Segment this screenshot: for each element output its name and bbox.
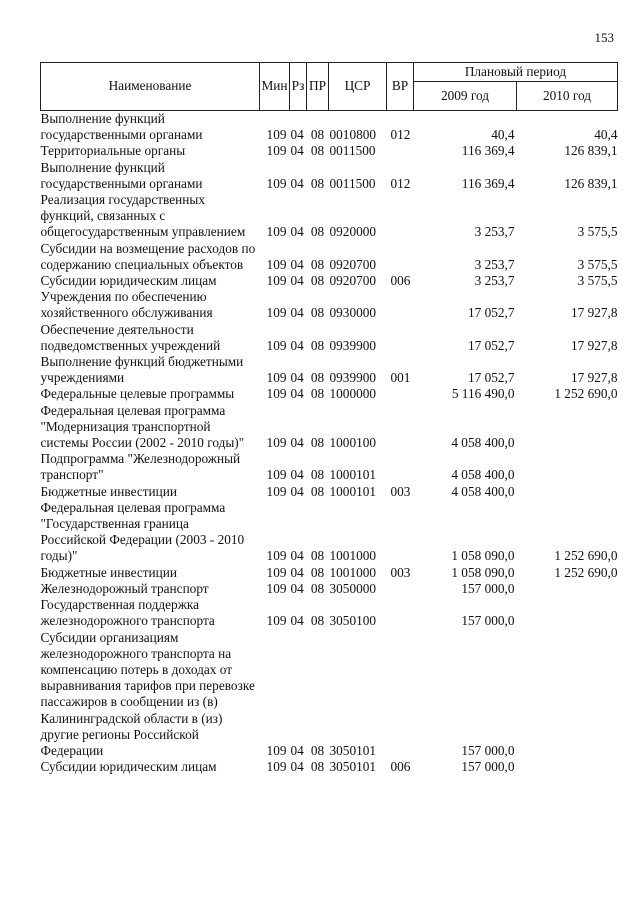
row-pr-code: 08 — [310, 386, 325, 402]
table-row — [41, 192, 618, 241]
row-pr-code: 08 — [310, 742, 325, 758]
row-amount-2010: 17 927,8 — [570, 305, 618, 321]
row-name: Выполнение функций государственными органами — [40, 159, 203, 191]
row-rz-code: 04 — [290, 467, 304, 483]
row-csr-code: 0011500 — [329, 175, 376, 191]
row-csr-code: 0010800 — [329, 127, 377, 143]
table-row — [41, 581, 618, 597]
table-row — [41, 273, 618, 289]
row-amount-2010: 40,4 — [594, 127, 618, 143]
row-amount-2009: 4 058 400,0 — [451, 467, 515, 483]
page-number: 153 — [594, 30, 614, 45]
row-name: Субсидии организациям железнодорожного транспорта на компенсацию потерь в доходах от выравнивания тарифов при перевозке пассажиров в сообщении из (в) Калининградской области в (из) другие регионы Российской Федерации — [40, 629, 255, 758]
row-vr-code: 003 — [390, 483, 411, 499]
row-vr-code — [387, 241, 414, 273]
row-pr-code: 08 — [310, 435, 325, 451]
row-amount-2009: 40,4 — [491, 127, 515, 143]
row-pr-code: 08 — [310, 759, 325, 775]
table-row — [41, 160, 618, 192]
row-rz-code: 04 — [290, 224, 304, 240]
row-name: Государственная поддержка железнодорожного транспорта — [40, 597, 215, 629]
table-row — [41, 759, 618, 775]
row-name: Территориальные органы — [40, 143, 186, 159]
header-pr: ПР — [307, 63, 329, 111]
row-min-code: 109 — [266, 580, 287, 596]
row-pr-code: 08 — [310, 483, 325, 499]
table-row — [41, 143, 618, 159]
row-amount-2009: 17 052,7 — [467, 305, 515, 321]
row-vr-code — [387, 322, 414, 354]
row-rz-code: 04 — [290, 127, 304, 143]
row-pr-code: 08 — [310, 175, 325, 191]
table-row — [41, 386, 618, 402]
row-rz-code: 04 — [290, 759, 304, 775]
row-amount-2010: 1 252 690,0 — [554, 386, 618, 402]
row-rz-code: 04 — [290, 143, 304, 159]
row-rz-code: 04 — [290, 370, 304, 386]
row-vr-code — [387, 192, 414, 241]
row-name: Бюджетные инвестиции — [40, 564, 178, 580]
row-name: Субсидии юридическим лицам — [40, 759, 217, 775]
table-row — [41, 500, 618, 565]
row-pr-code: 08 — [310, 613, 325, 629]
row-rz-code: 04 — [290, 564, 304, 580]
row-amount-2010 — [517, 597, 618, 629]
row-min-code: 109 — [266, 467, 287, 483]
row-name: Федеральные целевые программы — [40, 386, 235, 402]
row-vr-code — [387, 630, 414, 760]
table-row — [41, 322, 618, 354]
row-vr-code — [387, 581, 414, 597]
row-rz-code: 04 — [290, 256, 304, 272]
row-amount-2009: 3 253,7 — [474, 273, 515, 289]
row-amount-2010: 3 575,5 — [577, 273, 618, 289]
row-csr-code: 1001000 — [329, 548, 377, 564]
row-csr-code: 0930000 — [329, 305, 377, 321]
row-min-code: 109 — [266, 435, 287, 451]
row-pr-code: 08 — [310, 224, 325, 240]
table-row — [41, 403, 618, 452]
row-amount-2009: 17 052,7 — [467, 370, 515, 386]
row-amount-2009: 5 116 490,0 — [451, 386, 515, 402]
table-header — [41, 63, 618, 111]
row-name: Обеспечение деятельности подведомственных учреждений — [40, 321, 221, 353]
row-min-code: 109 — [266, 548, 287, 564]
row-min-code: 109 — [266, 386, 287, 402]
row-vr-code — [387, 451, 414, 483]
row-amount-2010: 17 927,8 — [570, 337, 618, 353]
row-vr-code: 003 — [390, 564, 411, 580]
row-csr-code: 3050101 — [329, 759, 377, 775]
row-vr-code: 006 — [390, 759, 411, 775]
row-min-code: 109 — [266, 742, 287, 758]
row-csr-code: 3050101 — [329, 742, 377, 758]
table-row — [41, 630, 618, 760]
row-pr-code: 08 — [310, 580, 325, 596]
row-rz-code: 04 — [290, 580, 304, 596]
row-amount-2010: 3 575,5 — [577, 256, 618, 272]
row-csr-code: 0939900 — [329, 370, 377, 386]
row-rz-code: 04 — [290, 337, 304, 353]
row-vr-code: 006 — [390, 273, 411, 289]
row-name: Подпрограмма "Железнодорожный транспорт" — [40, 451, 241, 483]
row-min-code: 109 — [266, 613, 287, 629]
row-amount-2009: 4 058 400,0 — [451, 435, 515, 451]
header-name: Наименование — [41, 63, 260, 111]
row-csr-code: 1000101 — [329, 483, 377, 499]
row-amount-2009: 17 052,7 — [467, 337, 515, 353]
row-amount-2009: 3 253,7 — [474, 224, 515, 240]
header-year-2010: 2010 год — [517, 82, 618, 111]
row-amount-2010 — [517, 403, 618, 452]
row-amount-2010: 126 839,1 — [564, 143, 618, 159]
row-amount-2010 — [517, 759, 618, 775]
table-row — [41, 354, 618, 386]
row-csr-code: 3050100 — [329, 613, 377, 629]
row-vr-code — [387, 597, 414, 629]
table-row — [41, 597, 618, 629]
header-planning-period: Плановый период — [414, 63, 618, 82]
row-csr-code: 0920700 — [329, 273, 377, 289]
row-csr-code: 1000100 — [329, 435, 377, 451]
row-vr-code — [387, 289, 414, 321]
row-amount-2009: 1 058 090,0 — [451, 564, 515, 580]
row-amount-2010: 126 839,1 — [564, 175, 618, 191]
row-amount-2009: 116 369,4 — [461, 175, 515, 191]
header-year-2009: 2009 год — [414, 82, 517, 111]
row-csr-code: 0939900 — [329, 337, 377, 353]
row-vr-code — [387, 403, 414, 452]
table-row — [41, 484, 618, 500]
row-amount-2010: 1 252 690,0 — [554, 564, 618, 580]
row-pr-code: 08 — [310, 305, 325, 321]
row-amount-2009: 157 000,0 — [461, 759, 515, 775]
header-rz: Рз — [290, 63, 307, 111]
row-csr-code: 0011500 — [329, 143, 376, 159]
row-csr-code: 3050000 — [329, 580, 377, 596]
row-name: Железнодорожный транспорт — [40, 580, 209, 596]
row-pr-code: 08 — [310, 370, 325, 386]
row-name: Федеральная целевая программа "Государственная граница Российской Федерации (2003 - 2010 годы)" — [40, 499, 245, 564]
row-rz-code: 04 — [290, 742, 304, 758]
row-min-code: 109 — [266, 256, 287, 272]
row-name: Реализация государственных функций, связанных с общегосударственным управлением — [40, 192, 246, 240]
row-rz-code: 04 — [290, 483, 304, 499]
row-min-code: 109 — [266, 224, 287, 240]
row-rz-code: 04 — [290, 435, 304, 451]
header-min: Мин — [260, 63, 290, 111]
row-pr-code: 08 — [310, 127, 325, 143]
row-pr-code: 08 — [310, 273, 325, 289]
row-csr-code: 0920700 — [329, 256, 377, 272]
row-pr-code: 08 — [310, 256, 325, 272]
row-min-code: 109 — [266, 483, 287, 499]
row-rz-code: 04 — [290, 273, 304, 289]
row-name: Субсидии на возмещение расходов по содержанию специальных объектов — [40, 240, 256, 272]
row-vr-code — [387, 386, 414, 402]
row-csr-code: 1000000 — [329, 386, 377, 402]
table-row — [41, 289, 618, 321]
row-min-code: 109 — [266, 337, 287, 353]
table-row — [41, 565, 618, 581]
row-name: Бюджетные инвестиции — [40, 483, 178, 499]
row-amount-2009: 3 253,7 — [474, 256, 515, 272]
row-amount-2009: 116 369,4 — [461, 143, 515, 159]
row-pr-code: 08 — [310, 143, 325, 159]
row-min-code: 109 — [266, 370, 287, 386]
row-amount-2009: 157 000,0 — [461, 580, 515, 596]
row-min-code: 109 — [266, 127, 287, 143]
header-vr: ВР — [387, 63, 414, 111]
row-vr-code — [387, 500, 414, 565]
row-min-code: 109 — [266, 143, 287, 159]
row-name: Федеральная целевая программа "Модернизация транспортной системы России (2002 - 2010 годы)" — [40, 402, 245, 451]
row-pr-code: 08 — [310, 548, 325, 564]
row-pr-code: 08 — [310, 337, 325, 353]
row-amount-2010: 3 575,5 — [577, 224, 618, 240]
row-min-code: 109 — [266, 564, 287, 580]
row-name: Субсидии юридическим лицам — [40, 273, 217, 289]
row-min-code: 109 — [266, 175, 287, 191]
row-rz-code: 04 — [290, 305, 304, 321]
row-name: Учреждения по обеспечению хозяйственного обслуживания — [40, 289, 213, 321]
table-row — [41, 111, 618, 144]
row-amount-2010 — [517, 484, 618, 500]
row-amount-2009: 1 058 090,0 — [451, 548, 515, 564]
row-rz-code: 04 — [290, 386, 304, 402]
row-min-code: 109 — [266, 273, 287, 289]
row-csr-code: 1000101 — [329, 467, 377, 483]
row-amount-2010 — [517, 451, 618, 483]
row-name: Выполнение функций бюджетными учреждениями — [40, 354, 244, 386]
header-csr: ЦСР — [329, 63, 387, 111]
row-name: Выполнение функций государственными органами — [40, 111, 203, 143]
row-amount-2010: 1 252 690,0 — [554, 548, 618, 564]
row-amount-2010 — [517, 581, 618, 597]
row-amount-2010: 17 927,8 — [570, 370, 618, 386]
row-min-code: 109 — [266, 305, 287, 321]
row-amount-2009: 157 000,0 — [461, 613, 515, 629]
budget-table — [40, 62, 618, 775]
row-pr-code: 08 — [310, 467, 325, 483]
row-rz-code: 04 — [290, 175, 304, 191]
row-csr-code: 0920000 — [329, 224, 377, 240]
row-rz-code: 04 — [290, 613, 304, 629]
table-row — [41, 451, 618, 483]
row-vr-code — [387, 143, 414, 159]
row-amount-2010 — [517, 630, 618, 760]
row-vr-code: 012 — [390, 127, 411, 143]
table-row — [41, 241, 618, 273]
table-body — [41, 111, 618, 776]
row-vr-code: 012 — [390, 175, 411, 191]
row-rz-code: 04 — [290, 548, 304, 564]
row-csr-code: 1001000 — [329, 564, 377, 580]
row-min-code: 109 — [266, 759, 287, 775]
row-amount-2009: 4 058 400,0 — [451, 483, 515, 499]
row-vr-code: 001 — [390, 370, 411, 386]
row-amount-2009: 157 000,0 — [461, 742, 515, 758]
row-pr-code: 08 — [310, 564, 325, 580]
